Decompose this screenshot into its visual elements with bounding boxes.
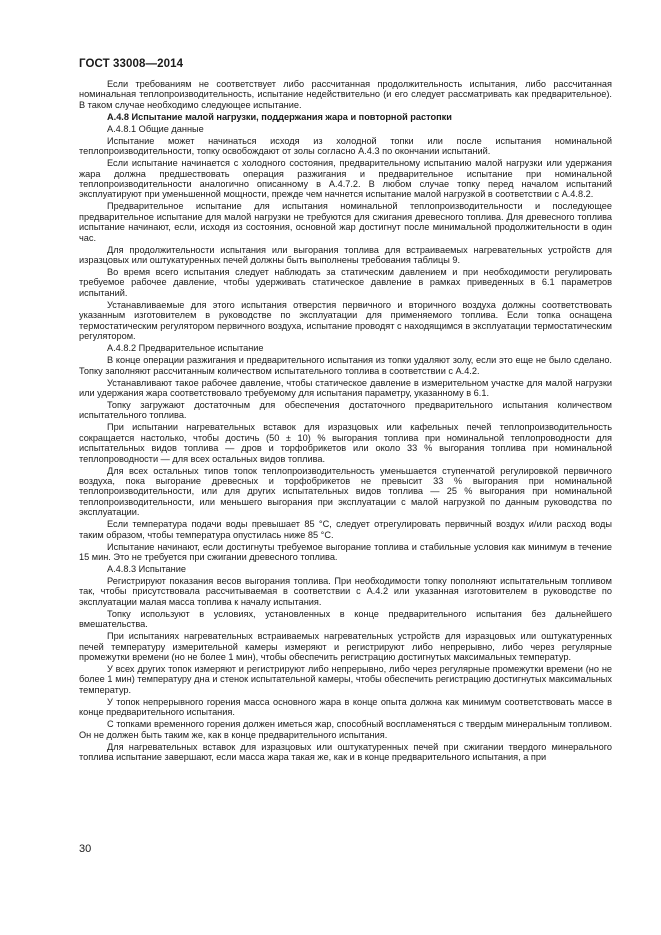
body-paragraph: Для нагревательных вставок для изразцовых или оштукатуренных печей при сжигании твердого минерального топлива испытание завершают, если масса жара такая же, как и в конце предварительного испытания, а при <box>79 741 612 763</box>
subsection-heading: А.4.8.3 Испытание <box>107 563 186 574</box>
subsection-heading: А.4.8.2 Предварительное испытание <box>107 343 264 354</box>
body-paragraph: При испытании нагревательных вставок для изразцовых или кафельных печей теплопроизводительность сокращается настолько, чтобы достичь (50 ± 10) % выгорания топлива при номинальной теплопроводности для испытательных видов топлива — дров и торфобрикетов или около 33 % выгорания топлива при номинальной теплопроводности — для всех остальных видов топлива. <box>79 422 612 464</box>
subsection-heading: А.4.8.1 Общие данные <box>107 123 204 134</box>
body-paragraph: Устанавливаемые для этого испытания отверстия первичного и вторичного воздуха должны соответствовать указанным изготовителем в руководстве по эксплуатации для применяемого топлива. Если топка оснащена термостатическим регулятором первичного воздуха, испытание проводят с находящимся в эксплуатации термостатическим регулятором. <box>79 299 612 342</box>
body-paragraph: Устанавливают такое рабочее давление, чтобы статическое давление в измерительном участке для малой нагрузки или удержания жара соответствовало требуемому для испытания параметру, указанному в 6.1. <box>79 377 612 398</box>
body-paragraph: Испытание начинают, если достигнуты требуемое выгорание топлива и стабильные условия как минимум в течение 15 мин. Это не требуется при сжигании древесного топлива. <box>79 541 612 562</box>
body-paragraph: Если требованиям не соответствует либо рассчитанная продолжительность испытания, либо рассчитанная номинальная теплопроизводительность, испытание недействительно (и его следует рассматривать как предварительное). В таком случае необходимо следующее испытание. <box>79 79 612 110</box>
body-paragraph: Испытание может начинаться исходя из холодной топки или после испытания номинальной теплопроизводительности, топку освобождают от золы согласно А.4.3 по окончании испытаний. <box>79 135 612 157</box>
body-paragraph: Если температура подачи воды превышает 85 °С, следует отрегулировать первичный воздух и/или расход воды таким образом, чтобы температура опустилась ниже 85 °С. <box>79 519 612 540</box>
body-paragraph: Регистрируют показания весов выгорания топлива. При необходимости топку пополняют испытательным топливом так, чтобы присутствовала рассчитываемая в соответствии с А.4.2 или указанная изготовителем в руководстве по эксплуатации малая масса топлива к началу испытания. <box>79 575 612 607</box>
document-body <box>79 79 612 764</box>
body-paragraph: С топками временного горения должен иметься жар, способный воспламеняться с твердым минеральным топливом. Он не должен быть таким же, как в конце предварительного испытания. <box>79 719 612 740</box>
body-paragraph: У всех других топок измеряют и регистрируют либо непрерывно, либо через регулярные промежутки времени (но не более 1 мин) температуру дна и стенок испытательной камеры, чтобы обеспечить регистрацию достигнутых максимальных температур. <box>79 664 612 695</box>
body-paragraph: Топку используют в условиях, установленных в конце предварительного испытания без дальнейшего вмешательства. <box>79 608 612 630</box>
body-paragraph: Предварительное испытание для испытания номинальной теплопроизводительности и последующее предварительное испытание для малой нагрузки не требуются для сжигания древесного топлива. Для древесного топлива испытание начинают, если, исходя из состояния, основной жар достигнут после минимальной продолжительности в один час. <box>79 201 612 243</box>
body-paragraph: Топку загружают достаточным для обеспечения достаточного предварительного испытания количеством испытательного топлива. <box>79 399 612 421</box>
body-paragraph: Если испытание начинается с холодного состояния, предварительному испытанию малой нагрузки или удержания жара должна предшествовать операция разжигания и предварительное испытание при номинальной теплопроизводительности аналогично описанному в А.4.7.2. В любом случае топку перед началом испытаний эксплуатируют при уменьшенной мощности, прежде чем начнется испытание малой нагрузкой в соответствии с А.4.8.2. <box>79 158 612 200</box>
body-paragraph: Для продолжительности испытания или выгорания топлива для встраиваемых нагревательных устройств для изразцовых или оштукатуренных печей должны быть выполнены требования таблицы 9. <box>79 244 612 266</box>
page-number: 30 <box>79 843 92 855</box>
body-paragraph: Для всех остальных типов топок теплопроизводительность уменьшается ступенчатой регулировкой первичного воздуха, пока выгорание древесных и торфобрикетов не превысит 33 % выгорания при номинальной теплопроизводительности, или для других испытательных видов топлива — 25 % выгорания при номинальной теплопроизводительности, или меньшего выгорания при эксплуатации с малой нагрузкой по данным руководства по эксплуатации. <box>79 465 612 518</box>
section-heading: А.4.8 Испытание малой нагрузки, поддержания жара и повторной растопки <box>107 111 452 122</box>
body-paragraph: При испытаниях нагревательных встраиваемых нагревательных устройств для изразцовых или оштукатуренных печей температуру измерительной камеры измеряют и регистрируют либо непрерывно, либо через регулярные промежутки времени (но не более 1 мин), чтобы обеспечить регистрацию достигнутых максимальных температур. <box>79 631 612 662</box>
body-paragraph: У топок непрерывного горения масса основного жара в конце опыта должна как минимум соответствовать массе в конце предварительного испытания. <box>79 696 612 718</box>
body-paragraph: В конце операции разжигания и предварительного испытания из топки удаляют золу, если это еще не было сделано. Топку заполняют рассчитанным количеством испытательного топлива в соответствии с А.4.2. <box>79 355 612 376</box>
document-header: ГОСТ 33008—2014 <box>79 58 184 70</box>
body-paragraph: Во время всего испытания следует наблюдать за статическим давлением и при необходимости регулировать требуемое рабочее давление, чтобы удерживать статическое давление в рамках приведенных в 6.1 параметров испытаний. <box>79 267 612 298</box>
